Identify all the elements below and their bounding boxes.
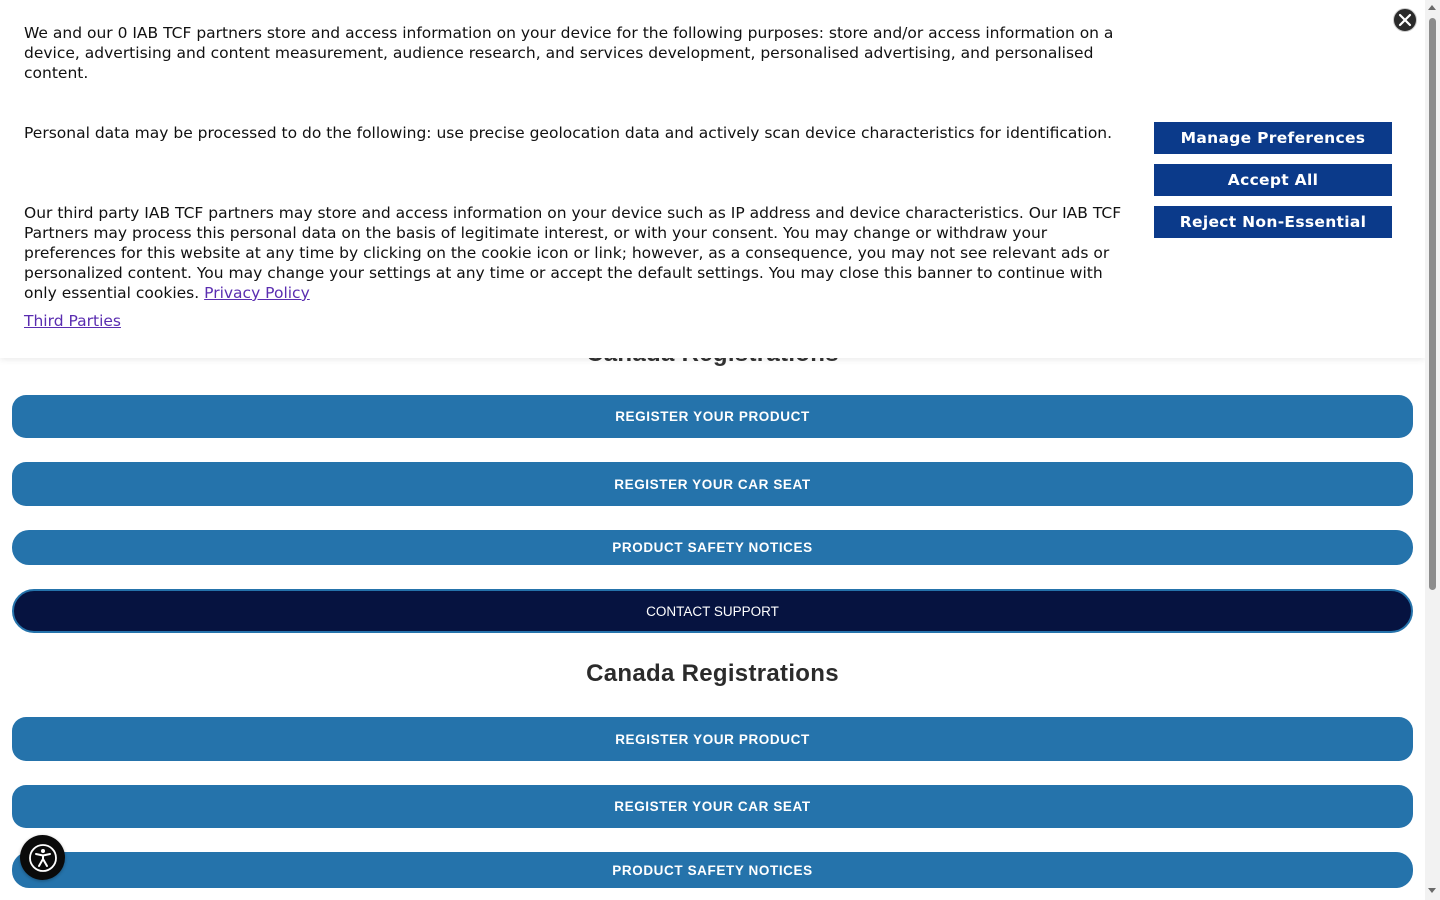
banner-personal-data-text: Personal data may be processed to do the following: use precise geolocation data and actively scan device characteristics for identification. <box>24 124 1113 142</box>
scroll-up-arrow-icon[interactable] <box>1428 5 1436 10</box>
banner-partners-text <box>24 203 1139 303</box>
contact-support-button[interactable]: CONTACT SUPPORT <box>12 589 1413 633</box>
register-car-seat-button[interactable]: REGISTER YOUR CAR SEAT <box>12 462 1413 506</box>
reject-non-essential-button[interactable]: Reject Non-Essential <box>1154 206 1392 238</box>
accessibility-button[interactable] <box>20 835 65 880</box>
manage-preferences-button[interactable]: Manage Preferences <box>1154 122 1392 154</box>
product-safety-notices-button[interactable]: PRODUCT SAFETY NOTICES <box>12 852 1413 888</box>
register-car-seat-button[interactable]: REGISTER YOUR CAR SEAT <box>12 785 1413 828</box>
cookie-banner <box>0 0 1425 358</box>
scroll-down-arrow-icon[interactable] <box>1428 888 1436 893</box>
product-safety-notices-button[interactable]: PRODUCT SAFETY NOTICES <box>12 530 1413 565</box>
privacy-policy-link[interactable]: Privacy Policy <box>204 284 310 302</box>
close-banner-button[interactable] <box>1393 8 1417 32</box>
page-scrollbar[interactable] <box>1425 0 1440 900</box>
accept-all-button[interactable]: Accept All <box>1154 164 1392 196</box>
close-icon <box>1398 13 1412 27</box>
register-product-button[interactable]: REGISTER YOUR PRODUCT <box>12 717 1413 761</box>
accessibility-icon <box>28 843 58 873</box>
third-parties-link[interactable]: Third Parties <box>24 312 121 330</box>
register-product-button[interactable]: REGISTER YOUR PRODUCT <box>12 395 1413 438</box>
scrollbar-thumb[interactable] <box>1429 18 1436 590</box>
banner-purposes-text: We and our 0 IAB TCF partners store and access information on your device for the following purposes: store and/or access information on a device, advertising and content measurement, audience research, and services development, personalised advertising, and personalised content. <box>24 24 1114 82</box>
section-heading: Canada Registrations <box>586 660 839 687</box>
banner-partners-body: Our third party IAB TCF partners may store and access information on your device such as IP address and device characteristics. Our IAB TCF Partners may process this personal data on the basis of legitimate interest, or with your consent. You may change or withdraw your preferences for this website at any time by clicking on the cookie icon or link; however, as a consequence, you may not see relevant ads or personalized content. You may change your settings at any time or accept the default settings. You may close this banner to continue with only essential cookies. <box>24 204 1122 302</box>
